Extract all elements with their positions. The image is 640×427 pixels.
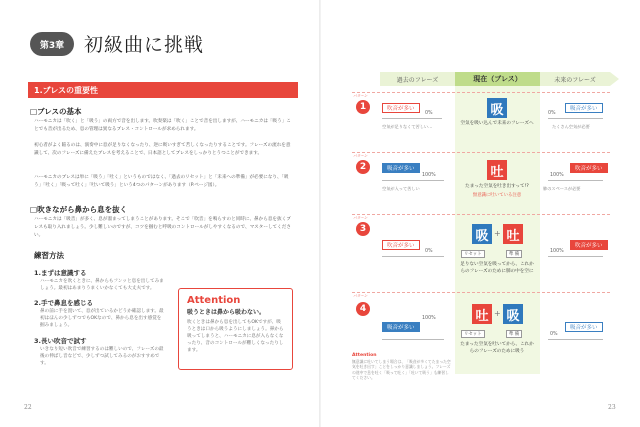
pattern-3-past-line (382, 256, 444, 257)
pattern-1-past-tag: 吹音が多い (382, 103, 420, 113)
pattern-4-now-text: たまった空気を吐いてから、これからのフレーズのために吸う (460, 342, 534, 354)
attention-subtitle: 吸うときは鼻から吸わない。 (187, 309, 266, 316)
attention-box (178, 288, 293, 370)
pattern-2-divider (352, 152, 610, 153)
pattern-4-reset-box: リセット (461, 330, 485, 338)
pattern-4-future-line (548, 339, 603, 340)
pattern-2-past-pct: 100% (422, 173, 436, 178)
pattern-3-future-tag: 吹音が多い (570, 240, 608, 250)
pattern-4-prep-box: 準 備 (506, 330, 522, 338)
chapter-title: 初級曲に挑戦 (84, 34, 205, 56)
step-3-title: 3.長い吹音で試す (34, 337, 87, 345)
pattern-2-future-pct: 100% (550, 173, 564, 178)
pattern-4-past-pct: 100% (422, 316, 436, 321)
pattern-4-label: パターン (353, 294, 368, 298)
pattern-3-exhale-icon: 吐 (503, 224, 523, 244)
paragraph-basic-1: ハーモニカは「吹く」と「吸う」の両方で音を出します。吹奏楽は「吹く」ことで音を出しますが、ハーモニカは「吸う」ことでも音が出るため、息の管理は異なるブレス・コントロールが求められます。 (34, 119, 291, 132)
pattern-4-divider (352, 292, 610, 293)
step-3-text: いきなり短い吹音で練習するのは難しいので、フレーズの最後の伸ばし音などで、少しずつ試してみるのがおすすめです。 (40, 347, 164, 366)
pattern-4-plus: + (494, 309, 501, 318)
pattern-3-reset-box: リセット (461, 250, 485, 258)
pattern-1-future-line (548, 118, 603, 119)
pattern-1-inhale-icon: 吸 (487, 98, 507, 118)
pattern-3-past-pct: 0% (425, 249, 433, 254)
pattern-3-number: 3 (356, 222, 370, 236)
pattern-3-future-pct: 100% (550, 249, 564, 254)
pattern-1-future-tag: 吸音が多い (565, 103, 603, 113)
pattern-4-exhale-icon: 吐 (472, 304, 492, 324)
pattern-3-label: パターン (353, 216, 368, 220)
pattern-3-plus: + (494, 229, 501, 238)
pattern-2-past-note: 空気が入って苦しい (382, 186, 420, 191)
pattern-2-exhale-icon: 吐 (487, 160, 507, 180)
pattern-2-now-warning: 無意識に吐いている注意 (472, 193, 522, 198)
step-2-text: 鼻の前に手を置いて、息が出ているかどうか確認します。最初はほんの少しずつでもOKなので、鼻から息を出す感覚を掴みましょう。 (40, 309, 164, 328)
column-past-header: 過去のフレーズ (380, 72, 455, 86)
pattern-1-divider (352, 92, 610, 93)
attention-text: 吹くときは鼻から息を出してもOKですが、吸うときは口から吸うようにしましょう。鼻から吸ってしまうと、ハーモニカに息が入らなくなったり、音のコントロールが難しくなったりします。 (187, 320, 284, 353)
pattern-1-past-note: 空気が足りなくて苦しい… (382, 124, 433, 129)
step-1-title: 1.まずは意識する (34, 269, 87, 277)
column-future-header: 未来のフレーズ (540, 72, 610, 86)
column-now-header: 現在（ブレス） (455, 72, 540, 86)
pattern-2-future-tag: 吹音が多い (570, 163, 608, 173)
heading-breath-basics: □ブレスの基本 (30, 107, 82, 116)
pattern-4-number: 4 (356, 302, 370, 316)
attention-title: Attention (187, 295, 241, 306)
pattern-1-future-pct: 0% (548, 111, 556, 116)
pattern-4-past-tag: 吸音が多い (382, 322, 420, 332)
pattern-1-past-pct: 0% (425, 111, 433, 116)
right-attention-note (352, 352, 452, 381)
heading-practice: 練習方法 (34, 251, 64, 260)
right-attention-text: 無意識に吐いてしまう場合は、「吸音が多くてたまった空気を吐き出す」ことをしっかり意識しましょう。フレーズの途中で息を吐く「吸って吐く」「吐いて吸う」も練習してください。 (352, 358, 451, 380)
step-1-text: ハーモニカを吹くときに、鼻からもフンッと息を出してみましょう。最初はあまりうまくいかなくても大丈夫です。 (40, 279, 164, 291)
pattern-3-now-text: 足りない空気を吸ってから、これからのフレーズのために肺の中を空に (460, 262, 534, 274)
pattern-3-divider (352, 214, 610, 215)
pattern-2-label: パターン (353, 154, 368, 158)
section-title: 1.ブレスの重要性 (28, 82, 298, 98)
heading-nose-breath: □吹きながら鼻から息を抜く (30, 205, 128, 214)
pattern-1-future-note: たくさん空気が必要 (552, 124, 590, 129)
pattern-2-past-line (382, 180, 444, 181)
pattern-3-past-tag: 吹音が多い (382, 240, 420, 250)
paragraph-nose: ハーモニカは「吸音」が多く、息が溜まってしまうことがあります。そこで「吹音」を鳴らすのと同時に、鼻から息を抜くブレスも取り入れましょう。少し難しいのですが、コツを掴むと呼吸のコントロールがしやすくなるので、マスターしてください。 (34, 217, 291, 238)
pattern-1-past-line (382, 118, 442, 119)
chapter-badge: 第3章 (30, 32, 74, 56)
pattern-4-future-pct: 0% (550, 332, 558, 337)
pattern-2-future-note: 肺のスペースが必要 (543, 186, 581, 191)
step-2-title: 2.手で鼻息を感じる (34, 299, 93, 307)
pattern-4-inhale-icon: 吸 (503, 304, 523, 324)
pattern-1-number: 1 (356, 100, 370, 114)
right-attention-title: Attention (352, 353, 377, 358)
page-number-left: 22 (24, 404, 32, 411)
pattern-2-past-tag: 吸音が多い (382, 163, 420, 173)
pattern-2-number: 2 (356, 160, 370, 174)
pattern-3-inhale-icon: 吸 (472, 224, 492, 244)
pattern-4-future-tag: 吸音が多い (565, 322, 603, 332)
timeline-arrow-icon (610, 72, 619, 86)
pattern-2-future-line (548, 180, 603, 181)
page-number-right: 23 (608, 404, 616, 411)
pattern-3-prep-box: 準 備 (506, 250, 522, 258)
pattern-4-past-line (382, 339, 444, 340)
pattern-1-now-text: 空気を吸い込んで未来のフレーズへ (460, 121, 534, 126)
paragraph-basic-3: ハーモニカのブレスは単に「吸う」「吐く」というものではなく、「過去のリセット」と「未来への準備」が必要になり、「吸う」「吐く」「吸って吐く」「吐いて吸う」という4つのパターンがあります（P.ページ図）。 (34, 175, 289, 188)
paragraph-basic-2: 初心者がよく陥るのは、演奏中に息が足りなくなったり、逆に吸いすぎて苦しくなったりすることです。フレーズの流れを意識して、次のフレーズに備えたブレスを考えることで、日本語としてブレスをしっかりとうつことができます。 (34, 143, 291, 156)
pattern-1-label: パターン (353, 94, 368, 98)
pattern-2-now-text: たまった空気を吐き出すって!? (465, 184, 529, 189)
pattern-3-future-line (548, 256, 603, 257)
